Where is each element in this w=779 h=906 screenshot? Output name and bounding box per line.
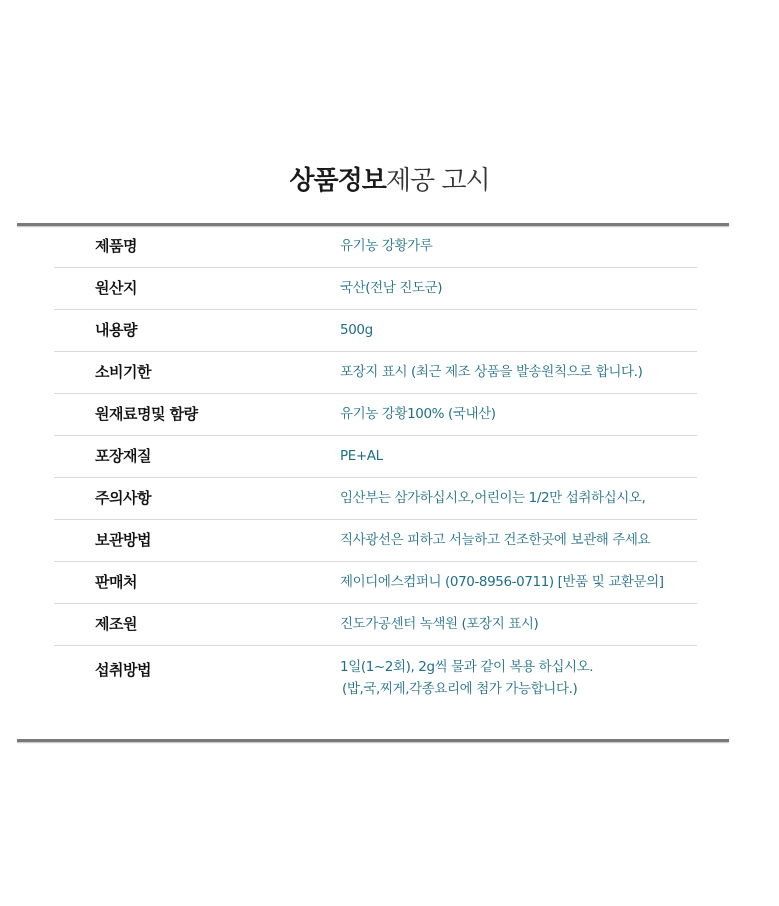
product-info-table <box>54 226 697 711</box>
row-value-line: 1일(1~2회), 2g씩 물과 같이 복용 하십시오. <box>340 659 594 675</box>
row-label: 내용량 <box>95 321 137 339</box>
table-row <box>54 604 697 646</box>
table-row <box>54 436 697 478</box>
row-label: 원재료명및 함량 <box>95 405 198 423</box>
page-title <box>0 161 779 201</box>
row-value: 진도가공센터 녹색원 (포장지 표시) <box>340 616 539 632</box>
table-row <box>54 394 697 436</box>
row-label: 제조원 <box>95 615 137 633</box>
row-label: 포장재질 <box>95 447 151 465</box>
row-label: 보관방법 <box>95 531 151 549</box>
row-label: 소비기한 <box>95 363 151 381</box>
table-row <box>54 562 697 604</box>
row-value: 포장지 표시 (최근 제조 상품을 발송원칙으로 합니다.) <box>340 364 643 380</box>
row-value: 제이디에스컴퍼니 (070-8956-0711) [반품 및 교환문의] <box>340 574 664 590</box>
row-value-line: (밥,국,찌게,각종요리에 첨가 가능합니다.) <box>342 681 578 697</box>
table-row <box>54 520 697 562</box>
table-row <box>54 310 697 352</box>
row-value: 유기농 강황100% (국내산) <box>340 406 496 422</box>
row-label: 주의사항 <box>95 489 151 507</box>
row-label: 섭취방법 <box>95 661 151 679</box>
row-value: PE+AL <box>340 448 383 464</box>
table-row <box>54 352 697 394</box>
row-value <box>340 656 593 700</box>
row-value: 500g <box>340 322 373 338</box>
row-label: 제품명 <box>95 237 137 255</box>
title-light: 제공 고시 <box>385 166 490 196</box>
table-row <box>54 268 697 310</box>
row-label: 판매처 <box>95 573 137 591</box>
row-value: 직사광선은 피하고 서늘하고 건조한곳에 보관해 주세요 <box>340 532 651 548</box>
row-label: 원산지 <box>95 279 137 297</box>
title-bold: 상품정보 <box>289 166 386 196</box>
table-row <box>54 646 697 711</box>
row-value: 유기농 강황가루 <box>340 238 433 254</box>
row-value: 임산부는 삼가하십시오,어린이는 1/2만 섭취하십시오, <box>340 490 646 506</box>
row-value: 국산(전남 진도군) <box>340 280 443 296</box>
table-row <box>54 478 697 520</box>
table-row <box>54 226 697 268</box>
table-bottom-rule <box>17 739 729 742</box>
